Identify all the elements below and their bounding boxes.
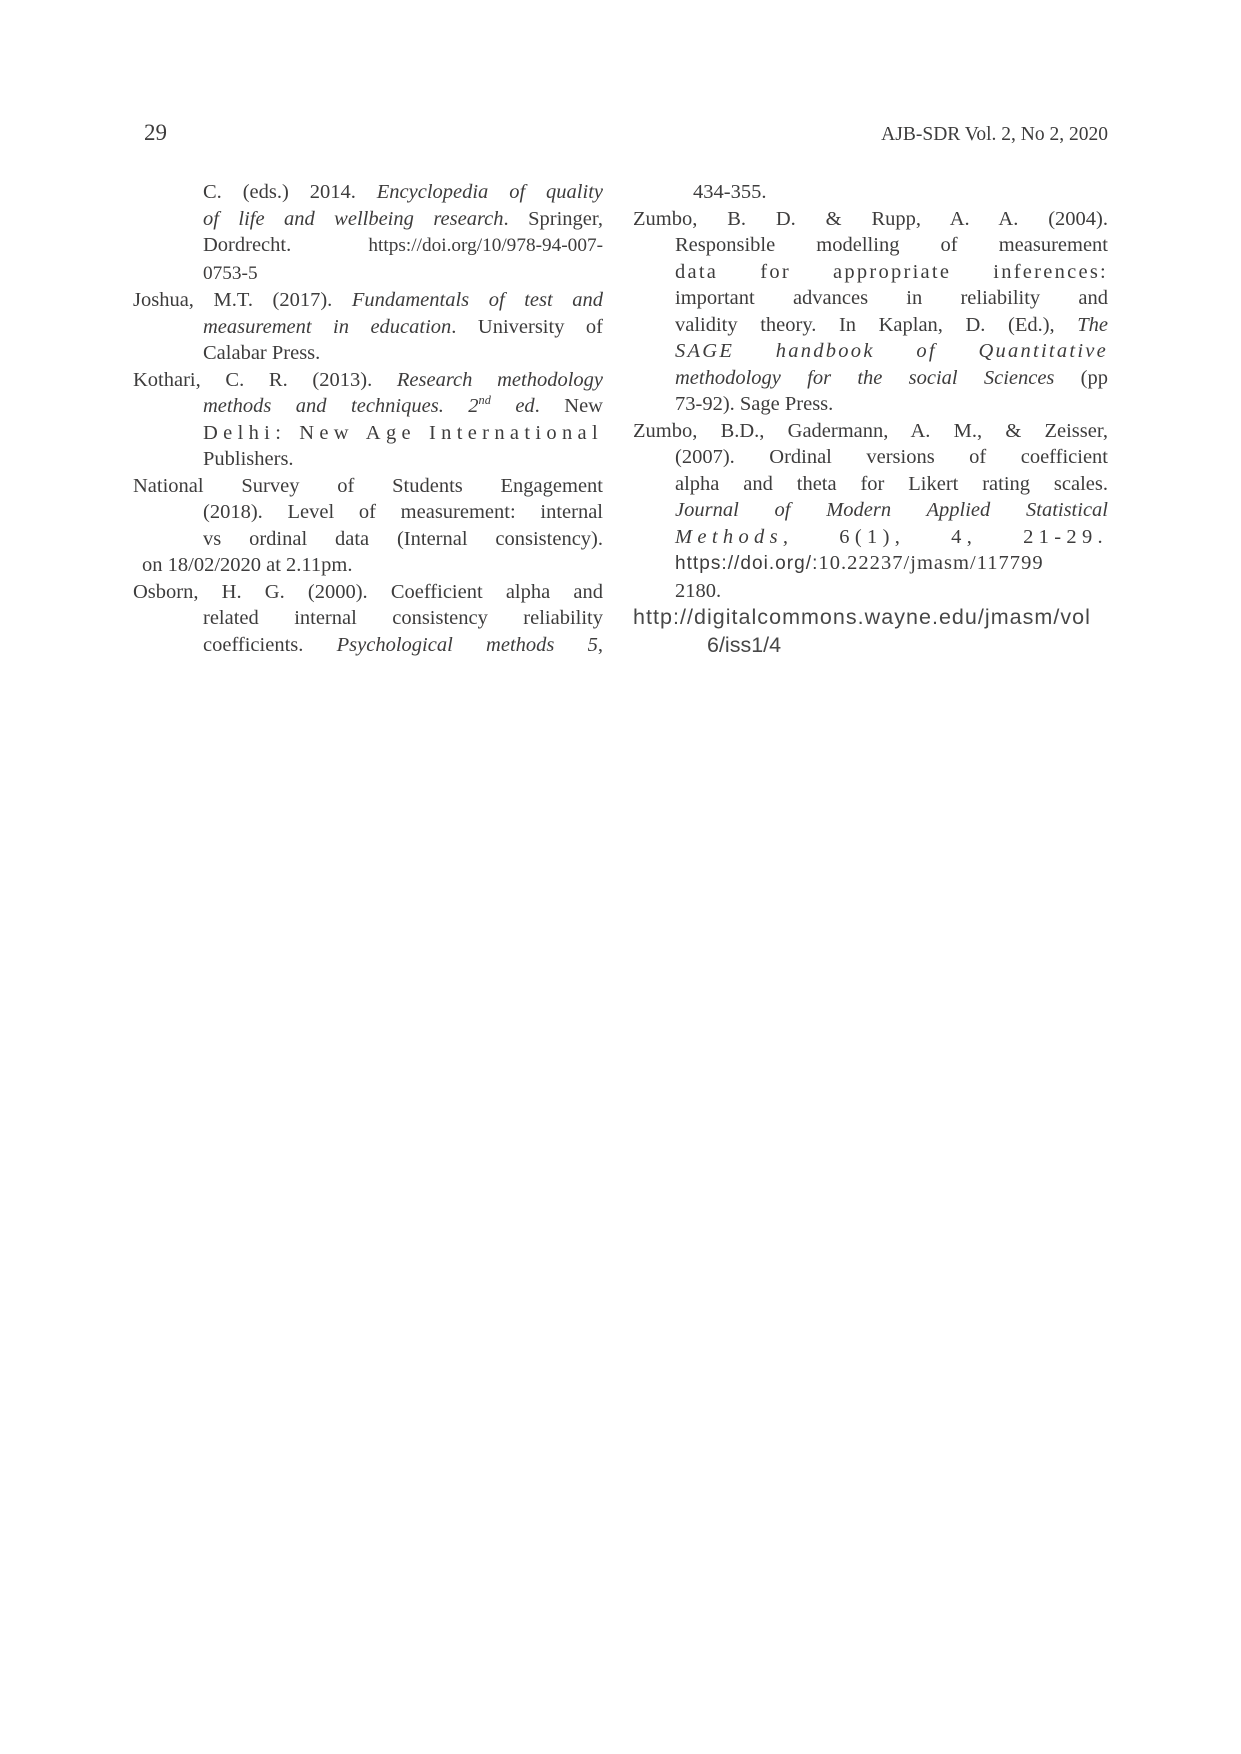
reference-line xyxy=(675,365,1108,392)
reference-text: Research methodology xyxy=(396,368,603,391)
reference-text: The xyxy=(1077,313,1108,336)
reference-text: C. (eds.) 2014. xyxy=(203,181,377,203)
reference-line xyxy=(133,473,603,500)
reference-text: on 18/02/2020 at 2.11pm. xyxy=(142,554,353,576)
reference-text: Psychological methods 5 xyxy=(336,633,598,656)
reference-text: (2007). Ordinal versions of coefficient xyxy=(675,446,1108,468)
reference-line xyxy=(675,232,1108,259)
reference-entry xyxy=(133,179,603,287)
reference-entry xyxy=(133,287,603,367)
reference-text: related internal consistency reliability xyxy=(203,607,603,629)
reference-text: nd xyxy=(478,393,491,408)
reference-entry xyxy=(133,552,603,579)
reference-text: Fundamentals of test and xyxy=(351,289,603,311)
reference-line xyxy=(203,179,603,206)
reference-text: vs ordinal data (Internal consistency). xyxy=(203,527,603,550)
reference-line xyxy=(675,444,1108,471)
reference-line xyxy=(675,259,1108,286)
url-text: 0753-5 xyxy=(203,262,258,284)
reference-line xyxy=(675,550,1108,578)
reference-line xyxy=(203,393,603,420)
reference-text: important advances in reliability and xyxy=(675,287,1108,309)
reference-line xyxy=(675,497,1108,524)
page-number: 29 xyxy=(144,120,167,145)
url-text: https://doi.org/10/978-94-007- xyxy=(368,235,603,256)
reference-text: coefficients. xyxy=(203,633,337,656)
journal-header: AJB-SDR Vol. 2, No 2, 2020 xyxy=(881,124,1108,145)
reference-line xyxy=(203,605,603,632)
reference-text: 6(1), 4, 21-29. xyxy=(793,525,1108,548)
reference-line xyxy=(203,260,603,288)
reference-text: 434-355. xyxy=(693,181,767,203)
reference-line xyxy=(203,526,603,553)
url-text: https://doi.org/: xyxy=(675,553,819,574)
reference-line xyxy=(675,338,1108,365)
reference-line xyxy=(203,340,603,367)
reference-text: . University of xyxy=(451,315,603,338)
reference-line xyxy=(675,285,1108,312)
reference-line xyxy=(675,578,1108,605)
reference-text: Encyclopedia of quality xyxy=(376,181,603,203)
reference-line xyxy=(633,206,1108,233)
reference-text: Responsible modelling of measurement xyxy=(675,234,1108,256)
reference-line xyxy=(675,471,1108,498)
reference-text: validity theory. In Kaplan, D. (Ed.), xyxy=(675,313,1078,336)
reference-text: Calabar Press. xyxy=(203,342,321,364)
reference-line xyxy=(133,287,603,314)
reference-entry xyxy=(633,206,1108,418)
reference-text: 2180. xyxy=(675,579,722,602)
reference-text: National Survey of Students Engagement xyxy=(133,474,603,497)
reference-line xyxy=(133,579,603,606)
references-left-column xyxy=(133,179,603,658)
reference-text: Methods, xyxy=(675,525,794,548)
reference-text: (pp xyxy=(1054,366,1109,389)
reference-line xyxy=(675,391,1108,418)
reference-line xyxy=(633,604,1108,632)
reference-text: Osborn, H. G. (2000). Coefficient alpha and xyxy=(133,580,603,603)
reference-text: measurement in education xyxy=(203,315,452,338)
reference-text: SAGE handbook of Quantitative xyxy=(675,340,1108,362)
reference-text: Joshua, M.T. (2017). xyxy=(133,289,352,311)
reference-text: data for appropriate inferences: xyxy=(675,260,1108,283)
reference-text: of life and wellbeing research xyxy=(203,207,504,230)
reference-text: , xyxy=(597,633,603,656)
reference-entry xyxy=(133,579,603,659)
reference-text: 73-92). Sage Press. xyxy=(675,393,834,415)
reference-line xyxy=(203,232,603,260)
reference-line xyxy=(203,420,603,447)
reference-entry xyxy=(633,604,1108,659)
reference-line xyxy=(203,446,603,473)
reference-text: alpha and theta for Likert rating scales. xyxy=(675,472,1108,495)
reference-text: ed xyxy=(490,395,535,417)
reference-line xyxy=(633,418,1108,445)
reference-text: Journal of Modern Applied Statistical xyxy=(675,499,1108,521)
reference-entry xyxy=(133,367,603,473)
reference-text: 10.22237/jmasm/117799 xyxy=(818,552,1044,574)
url-text: http://digitalcommons.wayne.edu/jmasm/vol xyxy=(633,605,1091,629)
reference-line xyxy=(142,552,603,579)
reference-text: Zumbo, B. D. & Rupp, A. A. (2004). xyxy=(633,207,1108,230)
reference-line xyxy=(675,524,1108,551)
reference-text: Dordrecht. xyxy=(203,234,369,256)
reference-text: Kothari, C. R. (2013). xyxy=(133,368,397,391)
reference-text: Publishers. xyxy=(203,448,294,470)
reference-entry xyxy=(633,418,1108,605)
reference-line xyxy=(707,632,1108,660)
reference-text: methods and techniques. 2 xyxy=(203,395,479,417)
reference-text: . New xyxy=(534,395,603,417)
reference-entry xyxy=(633,179,1108,206)
reference-text: (2018). Level of measurement: internal xyxy=(203,501,603,523)
reference-line xyxy=(203,314,603,341)
reference-line xyxy=(693,179,1108,206)
reference-line xyxy=(203,499,603,526)
reference-entry xyxy=(133,473,603,553)
reference-text: Zumbo, B.D., Gadermann, A. M., & Zeisser, xyxy=(633,419,1108,442)
reference-line xyxy=(675,312,1108,339)
reference-text: . Springer, xyxy=(503,207,603,230)
references-right-column xyxy=(633,179,1108,659)
reference-line xyxy=(203,632,603,659)
reference-line xyxy=(203,206,603,233)
reference-line xyxy=(133,367,603,394)
reference-text: methodology for the social Sciences xyxy=(675,366,1055,389)
url-text: 6/iss1/4 xyxy=(707,632,782,657)
reference-text: Delhi: New Age International xyxy=(203,421,603,444)
